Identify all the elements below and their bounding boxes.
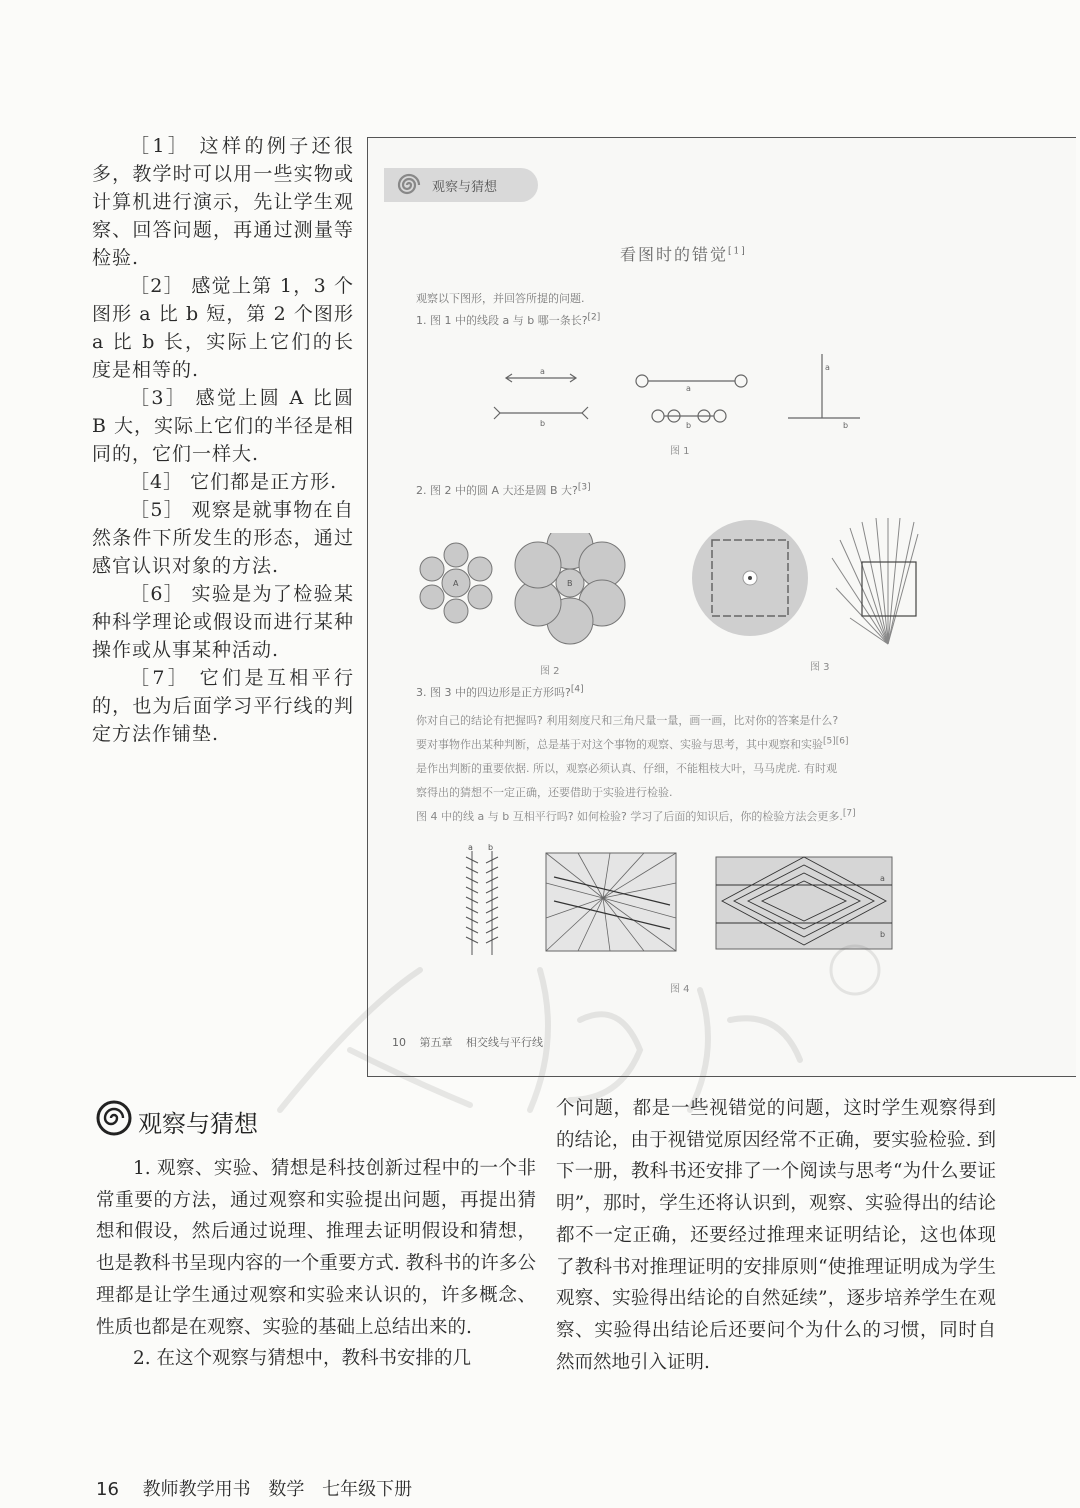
fig1-label-a2: a (686, 384, 691, 393)
body-column-right (556, 1093, 996, 1378)
fig2-label-A: A (453, 579, 459, 588)
inset-section-badge (384, 168, 538, 202)
inset-badge-label: 观察与猜想 (432, 180, 498, 195)
figure-3 (690, 518, 920, 648)
note-2: ［2］ 感觉上第 1，3 个图形 a 比 b 短，第 2 个图形 a 比 b 长，实际上它们的长度是相等的. (92, 275, 354, 381)
fig1-label-b: b (540, 419, 546, 428)
fig3-caption: 图 3 (810, 662, 830, 673)
question-1: 1. 图 1 中的线段 a 与 b 哪一条长?[2] (416, 312, 601, 327)
inset-para-3: 是作出判断的重要依据. 所以，观察必须认真、仔细，不能粗枝大叶，马马虎虎. 有时观 (416, 762, 837, 775)
fig1-label-b3: b (843, 421, 849, 430)
body-paragraph-2: 2. 在这个观察与猜想中，教科书安排的几 (133, 1348, 472, 1370)
fig1-label-a: a (540, 367, 545, 376)
fig4-label-a2: a (880, 874, 885, 883)
body-paragraph-1: 1. 观察、实验、猜想是科技创新过程中的一个非常重要的方法，通过观察和实验提出问题，再提出猜想和假设，然后通过说理、推理去证明假设和猜想，也是教科书呈现内容的一个重要方式. 教科书的许多公理都是让学生通过观察和实验来认识的，许多概念、性质也都是在观察、实验的基础上总结出来的. (96, 1158, 536, 1338)
inset-title: 看图时的错觉[1] (620, 245, 747, 264)
inset-para-5: 图 4 中的线 a 与 b 互相平行吗? 如何检验? 学习了后面的知识后，你的检验方法会更多.[7] (416, 808, 856, 823)
question-2: 2. 图 2 中的圆 A 大还是圆 B 大?[3] (416, 482, 591, 497)
book-subject: 数学 (268, 1479, 305, 1500)
spiral-icon (96, 1100, 132, 1136)
spiral-icon (394, 170, 424, 200)
inset-para-1: 你对自己的结论有把握吗? 利用刻度尺和三角尺量一量，画一画，比对你的答案是什么? (416, 714, 839, 727)
note-3: ［3］ 感觉上圆 A 比圆 B 大，实际上它们的半径是相同的，它们一样大. (92, 387, 355, 465)
inset-intro: 观察以下图形，并回答所提的问题. (416, 292, 585, 305)
page-number: 16 (96, 1479, 119, 1500)
note-7: ［7］ 它们是互相平行的，也为后面学习平行线的判定方法作铺垫. (92, 667, 354, 745)
fig4-label-a: a (468, 843, 473, 852)
fig1-caption: 图 1 (670, 446, 690, 457)
fig1-label-a3: a (825, 363, 830, 372)
fig2-label-B: B (567, 579, 573, 588)
fig1-label-b2: b (686, 421, 692, 430)
body-paragraph-continued: 个问题，都是一些视错觉的问题，这时学生观察得到的结论，由于视错觉原因经常不正确，要实验检验. 到下一册，教科书还安排了一个阅读与思考“为什么要证明”，那时，学生还将认识到，观察、实验得出的结论都不一定正确，还要经过推理来证明结论，这也体现了教科书对推理证明的安排原则“使推理证明成为学生观察、实验得出结论的自然延续”，逐步培养学生在观察、实验得出结论后还要问个为什么的习惯，同时自然而然地引入证明. (556, 1098, 996, 1373)
book-grade: 七年级下册 (322, 1479, 413, 1500)
note-6: ［6］ 实验是为了检验某种科学理论或假设而进行某种操作或从事某种活动. (92, 583, 354, 661)
fig4-label-b: b (488, 843, 494, 852)
inset-footer: 10 第五章 相交线与平行线 (392, 1036, 543, 1049)
fig2-caption: 图 2 (540, 666, 560, 677)
inset-para-4: 察得出的猜想不一定正确，还要借助于实验进行检验. (416, 786, 673, 799)
fig4-caption: 图 4 (670, 984, 690, 995)
book-title: 教师教学用书 (142, 1479, 251, 1500)
margin-notes (92, 132, 354, 748)
figure-1 (488, 348, 868, 448)
page-footer (96, 1475, 424, 1501)
figure-2 (408, 533, 638, 653)
note-5: ［5］ 观察是就事物在自然条件下所发生的形态，通过感官认识对象的方法. (92, 499, 354, 577)
fig4-label-b2: b (880, 930, 886, 939)
section-title: 观察与猜想 (138, 1110, 258, 1138)
body-column-left (96, 1153, 536, 1375)
question-3: 3. 图 3 中的四边形是正方形吗?[4] (416, 684, 584, 699)
note-4: ［4］ 它们都是正方形. (130, 471, 338, 493)
inset-para-2: 要对事物作出某种判断，总是基于对这个事物的观察、实验与思考，其中观察和实验[5][6] (416, 736, 849, 751)
note-1: ［1］ 这样的例子还很多，教学时可以用一些实物或计算机进行演示，先让学生观察、回答问题，再通过测量等检验. (92, 135, 354, 269)
